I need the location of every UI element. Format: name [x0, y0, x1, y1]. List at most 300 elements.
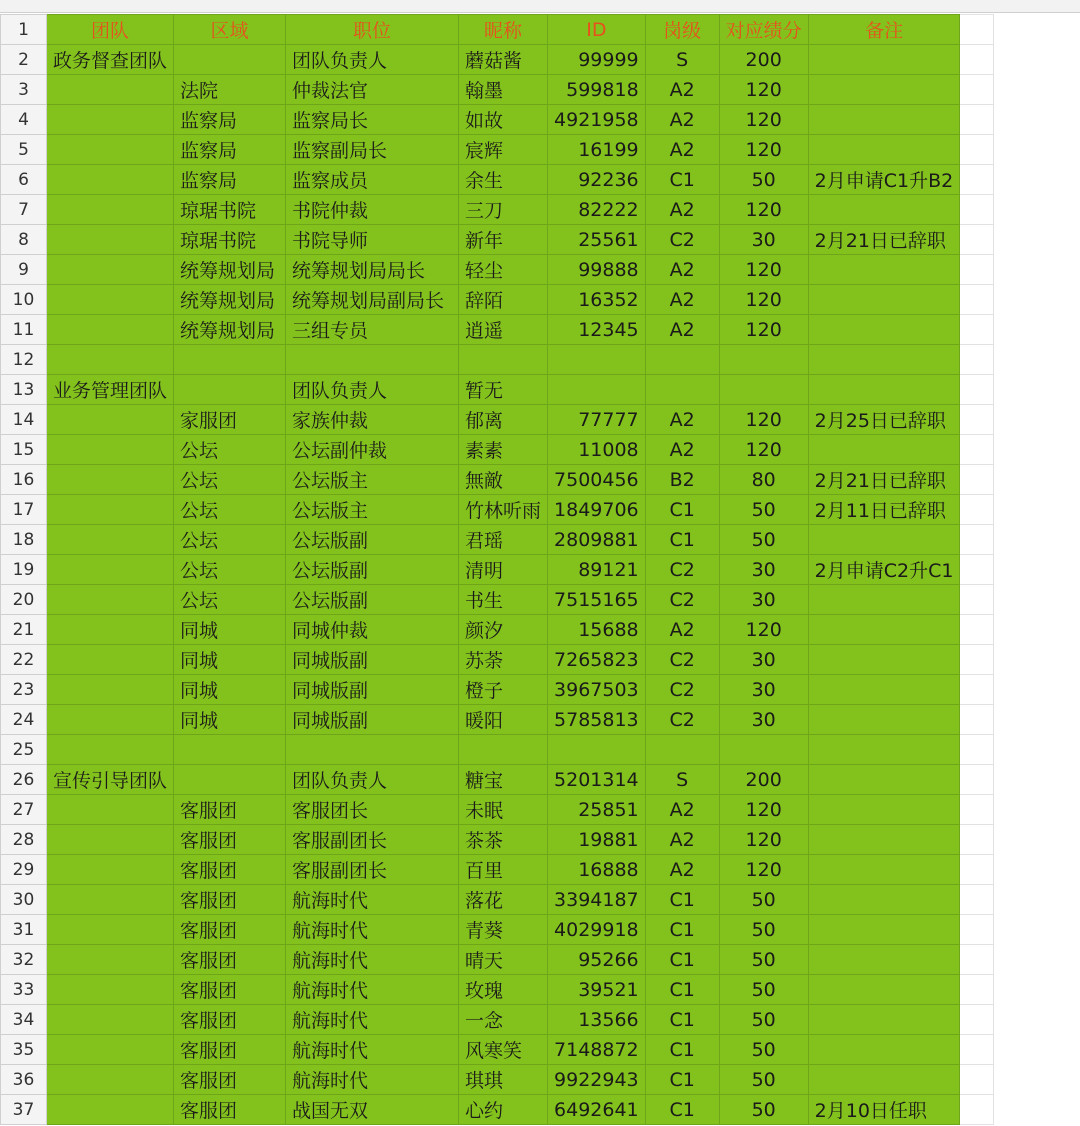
- cell-note[interactable]: [808, 945, 960, 975]
- cell-note[interactable]: [808, 1065, 960, 1095]
- cell-level[interactable]: [645, 375, 719, 405]
- cell-team[interactable]: [47, 1095, 174, 1125]
- cell-score[interactable]: 120: [719, 615, 808, 645]
- cell-position[interactable]: 监察副局长: [286, 135, 459, 165]
- cell-level[interactable]: C2: [645, 585, 719, 615]
- cell-area[interactable]: 琼琚书院: [174, 225, 286, 255]
- cell-id[interactable]: [548, 735, 646, 765]
- cell-nickname[interactable]: 余生: [459, 165, 548, 195]
- row-number[interactable]: 7: [1, 195, 47, 225]
- cell-note[interactable]: [808, 435, 960, 465]
- cell-level[interactable]: A2: [645, 615, 719, 645]
- cell-score[interactable]: 50: [719, 945, 808, 975]
- row-number[interactable]: 2: [1, 45, 47, 75]
- cell-note[interactable]: [808, 615, 960, 645]
- cell-team[interactable]: [47, 405, 174, 435]
- cell-level[interactable]: C2: [645, 555, 719, 585]
- cell-id[interactable]: 19881: [548, 825, 646, 855]
- empty-cell[interactable]: [960, 105, 994, 135]
- row-number[interactable]: 16: [1, 465, 47, 495]
- cell-id[interactable]: 25851: [548, 795, 646, 825]
- cell-note[interactable]: [808, 705, 960, 735]
- empty-cell[interactable]: [960, 1095, 994, 1125]
- cell-nickname[interactable]: 暂无: [459, 375, 548, 405]
- cell-nickname[interactable]: 橙子: [459, 675, 548, 705]
- cell-nickname[interactable]: 心约: [459, 1095, 548, 1125]
- row-number[interactable]: 5: [1, 135, 47, 165]
- cell-area[interactable]: 公坛: [174, 555, 286, 585]
- cell-note[interactable]: [808, 825, 960, 855]
- cell-position[interactable]: 公坛版主: [286, 495, 459, 525]
- cell-team[interactable]: [47, 855, 174, 885]
- row-number[interactable]: 35: [1, 1035, 47, 1065]
- cell-level[interactable]: A2: [645, 435, 719, 465]
- empty-cell[interactable]: [960, 795, 994, 825]
- cell-level[interactable]: S: [645, 765, 719, 795]
- cell-nickname[interactable]: 茶茶: [459, 825, 548, 855]
- cell-score[interactable]: [719, 375, 808, 405]
- cell-level[interactable]: C1: [645, 975, 719, 1005]
- cell-team[interactable]: [47, 495, 174, 525]
- row-number[interactable]: 24: [1, 705, 47, 735]
- cell-score[interactable]: 30: [719, 585, 808, 615]
- cell-note[interactable]: [808, 765, 960, 795]
- empty-cell[interactable]: [960, 135, 994, 165]
- cell-area[interactable]: 客服团: [174, 1005, 286, 1035]
- cell-area[interactable]: 客服团: [174, 795, 286, 825]
- cell-id[interactable]: 7515165: [548, 585, 646, 615]
- row-number[interactable]: 31: [1, 915, 47, 945]
- cell-nickname[interactable]: 翰墨: [459, 75, 548, 105]
- header-cell-position[interactable]: 职位: [286, 15, 459, 45]
- cell-area[interactable]: 同城: [174, 615, 286, 645]
- cell-id[interactable]: 77777: [548, 405, 646, 435]
- cell-area[interactable]: [174, 345, 286, 375]
- cell-nickname[interactable]: 落花: [459, 885, 548, 915]
- cell-team[interactable]: [47, 465, 174, 495]
- cell-score[interactable]: 30: [719, 675, 808, 705]
- cell-score[interactable]: 120: [719, 195, 808, 225]
- cell-note[interactable]: 2月申请C1升B2: [808, 165, 960, 195]
- cell-position[interactable]: 书院导师: [286, 225, 459, 255]
- cell-score[interactable]: 50: [719, 1095, 808, 1125]
- cell-nickname[interactable]: 蘑菇酱: [459, 45, 548, 75]
- cell-level[interactable]: A2: [645, 855, 719, 885]
- empty-cell[interactable]: [960, 525, 994, 555]
- cell-position[interactable]: 同城版副: [286, 705, 459, 735]
- cell-id[interactable]: 3394187: [548, 885, 646, 915]
- cell-score[interactable]: 120: [719, 285, 808, 315]
- cell-position[interactable]: 团队负责人: [286, 375, 459, 405]
- cell-position[interactable]: 三组专员: [286, 315, 459, 345]
- cell-level[interactable]: C1: [645, 885, 719, 915]
- cell-team[interactable]: 政务督查团队: [47, 45, 174, 75]
- cell-position[interactable]: 战国无双: [286, 1095, 459, 1125]
- cell-id[interactable]: 5785813: [548, 705, 646, 735]
- cell-level[interactable]: C1: [645, 915, 719, 945]
- cell-position[interactable]: 书院仲裁: [286, 195, 459, 225]
- cell-score[interactable]: 120: [719, 855, 808, 885]
- cell-id[interactable]: 4029918: [548, 915, 646, 945]
- cell-nickname[interactable]: [459, 345, 548, 375]
- row-number[interactable]: 37: [1, 1095, 47, 1125]
- cell-position[interactable]: 客服团长: [286, 795, 459, 825]
- cell-note[interactable]: [808, 135, 960, 165]
- cell-area[interactable]: 公坛: [174, 495, 286, 525]
- row-number[interactable]: 36: [1, 1065, 47, 1095]
- cell-level[interactable]: A2: [645, 405, 719, 435]
- cell-level[interactable]: B2: [645, 465, 719, 495]
- cell-level[interactable]: C1: [645, 1035, 719, 1065]
- cell-level[interactable]: C2: [645, 645, 719, 675]
- cell-position[interactable]: 航海时代: [286, 885, 459, 915]
- cell-score[interactable]: 120: [719, 75, 808, 105]
- empty-cell[interactable]: [960, 855, 994, 885]
- cell-id[interactable]: 99999: [548, 45, 646, 75]
- row-number[interactable]: 20: [1, 585, 47, 615]
- cell-id[interactable]: 13566: [548, 1005, 646, 1035]
- cell-note[interactable]: [808, 915, 960, 945]
- cell-position[interactable]: [286, 345, 459, 375]
- empty-cell[interactable]: [960, 165, 994, 195]
- cell-note[interactable]: [808, 645, 960, 675]
- cell-id[interactable]: 95266: [548, 945, 646, 975]
- cell-level[interactable]: A2: [645, 315, 719, 345]
- cell-nickname[interactable]: 如故: [459, 105, 548, 135]
- cell-area[interactable]: 同城: [174, 705, 286, 735]
- cell-id[interactable]: 1849706: [548, 495, 646, 525]
- cell-area[interactable]: 法院: [174, 75, 286, 105]
- cell-level[interactable]: C1: [645, 165, 719, 195]
- cell-level[interactable]: C1: [645, 945, 719, 975]
- cell-position[interactable]: 统筹规划局局长: [286, 255, 459, 285]
- cell-team[interactable]: [47, 825, 174, 855]
- cell-note[interactable]: [808, 1005, 960, 1035]
- cell-id[interactable]: 89121: [548, 555, 646, 585]
- cell-nickname[interactable]: 糖宝: [459, 765, 548, 795]
- header-cell-team[interactable]: 团队: [47, 15, 174, 45]
- cell-area[interactable]: 客服团: [174, 1065, 286, 1095]
- empty-cell[interactable]: [960, 315, 994, 345]
- row-number[interactable]: 13: [1, 375, 47, 405]
- cell-note[interactable]: 2月10日任职: [808, 1095, 960, 1125]
- cell-team[interactable]: [47, 435, 174, 465]
- cell-note[interactable]: [808, 375, 960, 405]
- cell-id[interactable]: 82222: [548, 195, 646, 225]
- cell-score[interactable]: 30: [719, 705, 808, 735]
- cell-score[interactable]: 50: [719, 1005, 808, 1035]
- cell-score[interactable]: 120: [719, 795, 808, 825]
- row-number[interactable]: 4: [1, 105, 47, 135]
- cell-team[interactable]: [47, 885, 174, 915]
- cell-id[interactable]: 4921958: [548, 105, 646, 135]
- cell-team[interactable]: [47, 795, 174, 825]
- cell-score[interactable]: 120: [719, 255, 808, 285]
- cell-area[interactable]: 客服团: [174, 1095, 286, 1125]
- cell-score[interactable]: 200: [719, 765, 808, 795]
- cell-position[interactable]: 公坛版副: [286, 555, 459, 585]
- row-number[interactable]: 14: [1, 405, 47, 435]
- cell-level[interactable]: A2: [645, 795, 719, 825]
- cell-team[interactable]: [47, 615, 174, 645]
- cell-area[interactable]: 客服团: [174, 885, 286, 915]
- empty-cell[interactable]: [960, 1065, 994, 1095]
- cell-level[interactable]: A2: [645, 825, 719, 855]
- cell-area[interactable]: 统筹规划局: [174, 315, 286, 345]
- cell-id[interactable]: 9922943: [548, 1065, 646, 1095]
- cell-area[interactable]: 公坛: [174, 585, 286, 615]
- cell-position[interactable]: 仲裁法官: [286, 75, 459, 105]
- cell-area[interactable]: 琼琚书院: [174, 195, 286, 225]
- cell-id[interactable]: 15688: [548, 615, 646, 645]
- header-cell-level[interactable]: 岗级: [645, 15, 719, 45]
- cell-note[interactable]: [808, 975, 960, 1005]
- empty-cell[interactable]: [960, 615, 994, 645]
- cell-score[interactable]: 120: [719, 435, 808, 465]
- cell-nickname[interactable]: 青葵: [459, 915, 548, 945]
- cell-nickname[interactable]: 一念: [459, 1005, 548, 1035]
- cell-note[interactable]: [808, 735, 960, 765]
- cell-score[interactable]: 30: [719, 225, 808, 255]
- cell-note[interactable]: [808, 255, 960, 285]
- cell-nickname[interactable]: 逍遥: [459, 315, 548, 345]
- cell-score[interactable]: 30: [719, 645, 808, 675]
- cell-position[interactable]: 航海时代: [286, 945, 459, 975]
- cell-level[interactable]: A2: [645, 105, 719, 135]
- cell-area[interactable]: 监察局: [174, 135, 286, 165]
- empty-cell[interactable]: [960, 465, 994, 495]
- cell-score[interactable]: 50: [719, 975, 808, 1005]
- cell-level[interactable]: C1: [645, 495, 719, 525]
- cell-score[interactable]: [719, 345, 808, 375]
- cell-id[interactable]: 7265823: [548, 645, 646, 675]
- row-number[interactable]: 1: [1, 15, 47, 45]
- cell-note[interactable]: 2月25日已辞职: [808, 405, 960, 435]
- cell-area[interactable]: [174, 735, 286, 765]
- cell-position[interactable]: 监察局长: [286, 105, 459, 135]
- cell-nickname[interactable]: 新年: [459, 225, 548, 255]
- cell-id[interactable]: 3967503: [548, 675, 646, 705]
- empty-cell[interactable]: [960, 1005, 994, 1035]
- cell-id[interactable]: 99888: [548, 255, 646, 285]
- cell-team[interactable]: [47, 915, 174, 945]
- row-number[interactable]: 6: [1, 165, 47, 195]
- cell-nickname[interactable]: 郁离: [459, 405, 548, 435]
- row-number[interactable]: 33: [1, 975, 47, 1005]
- cell-level[interactable]: C1: [645, 1065, 719, 1095]
- cell-nickname[interactable]: 苏荼: [459, 645, 548, 675]
- cell-area[interactable]: [174, 375, 286, 405]
- cell-team[interactable]: 业务管理团队: [47, 375, 174, 405]
- cell-score[interactable]: 50: [719, 165, 808, 195]
- empty-cell[interactable]: [960, 345, 994, 375]
- cell-nickname[interactable]: 百里: [459, 855, 548, 885]
- cell-id[interactable]: [548, 345, 646, 375]
- cell-area[interactable]: 公坛: [174, 465, 286, 495]
- cell-position[interactable]: 客服副团长: [286, 825, 459, 855]
- header-cell-note[interactable]: 备注: [808, 15, 960, 45]
- cell-level[interactable]: C2: [645, 225, 719, 255]
- cell-score[interactable]: 50: [719, 1065, 808, 1095]
- cell-id[interactable]: 25561: [548, 225, 646, 255]
- cell-position[interactable]: 航海时代: [286, 1065, 459, 1095]
- cell-id[interactable]: 16888: [548, 855, 646, 885]
- cell-id[interactable]: [548, 375, 646, 405]
- cell-score[interactable]: 50: [719, 885, 808, 915]
- cell-position[interactable]: 公坛版副: [286, 525, 459, 555]
- cell-score[interactable]: 50: [719, 1035, 808, 1065]
- cell-position[interactable]: 监察成员: [286, 165, 459, 195]
- row-number[interactable]: 10: [1, 285, 47, 315]
- cell-note[interactable]: [808, 525, 960, 555]
- row-number[interactable]: 29: [1, 855, 47, 885]
- cell-score[interactable]: 80: [719, 465, 808, 495]
- cell-nickname[interactable]: 清明: [459, 555, 548, 585]
- row-number[interactable]: 8: [1, 225, 47, 255]
- cell-position[interactable]: 公坛副仲裁: [286, 435, 459, 465]
- cell-id[interactable]: 2809881: [548, 525, 646, 555]
- cell-area[interactable]: 客服团: [174, 975, 286, 1005]
- cell-team[interactable]: [47, 525, 174, 555]
- empty-cell[interactable]: [960, 435, 994, 465]
- cell-score[interactable]: 200: [719, 45, 808, 75]
- cell-nickname[interactable]: 宸辉: [459, 135, 548, 165]
- cell-position[interactable]: 团队负责人: [286, 45, 459, 75]
- cell-level[interactable]: [645, 345, 719, 375]
- cell-nickname[interactable]: 無敵: [459, 465, 548, 495]
- cell-area[interactable]: 客服团: [174, 1035, 286, 1065]
- cell-level[interactable]: C1: [645, 1005, 719, 1035]
- row-number[interactable]: 22: [1, 645, 47, 675]
- cell-note[interactable]: 2月11日已辞职: [808, 495, 960, 525]
- cell-note[interactable]: 2月21日已辞职: [808, 225, 960, 255]
- cell-score[interactable]: 50: [719, 525, 808, 555]
- cell-team[interactable]: [47, 1035, 174, 1065]
- cell-area[interactable]: 同城: [174, 645, 286, 675]
- cell-team[interactable]: [47, 735, 174, 765]
- cell-team[interactable]: [47, 1005, 174, 1035]
- cell-level[interactable]: A2: [645, 75, 719, 105]
- empty-cell[interactable]: [960, 405, 994, 435]
- cell-level[interactable]: [645, 735, 719, 765]
- empty-cell[interactable]: [960, 945, 994, 975]
- cell-id[interactable]: 7148872: [548, 1035, 646, 1065]
- row-number[interactable]: 32: [1, 945, 47, 975]
- cell-id[interactable]: 16352: [548, 285, 646, 315]
- row-number[interactable]: 21: [1, 615, 47, 645]
- cell-score[interactable]: [719, 735, 808, 765]
- empty-cell[interactable]: [960, 645, 994, 675]
- empty-cell[interactable]: [960, 15, 994, 45]
- cell-note[interactable]: [808, 675, 960, 705]
- cell-score[interactable]: 120: [719, 405, 808, 435]
- empty-cell[interactable]: [960, 45, 994, 75]
- cell-position[interactable]: 团队负责人: [286, 765, 459, 795]
- cell-area[interactable]: 统筹规划局: [174, 285, 286, 315]
- cell-team[interactable]: [47, 1065, 174, 1095]
- row-number[interactable]: 18: [1, 525, 47, 555]
- row-number[interactable]: 26: [1, 765, 47, 795]
- cell-note[interactable]: [808, 105, 960, 135]
- cell-nickname[interactable]: 素素: [459, 435, 548, 465]
- cell-id[interactable]: 16199: [548, 135, 646, 165]
- cell-area[interactable]: 监察局: [174, 105, 286, 135]
- empty-cell[interactable]: [960, 255, 994, 285]
- empty-cell[interactable]: [960, 555, 994, 585]
- cell-level[interactable]: A2: [645, 285, 719, 315]
- cell-nickname[interactable]: 三刀: [459, 195, 548, 225]
- cell-area[interactable]: 客服团: [174, 825, 286, 855]
- row-number[interactable]: 25: [1, 735, 47, 765]
- cell-level[interactable]: C2: [645, 675, 719, 705]
- cell-score[interactable]: 120: [719, 105, 808, 135]
- empty-cell[interactable]: [960, 975, 994, 1005]
- header-cell-score[interactable]: 对应绩分: [719, 15, 808, 45]
- cell-position[interactable]: 公坛版副: [286, 585, 459, 615]
- cell-area[interactable]: 客服团: [174, 855, 286, 885]
- cell-note[interactable]: [808, 195, 960, 225]
- cell-position[interactable]: 同城版副: [286, 675, 459, 705]
- cell-level[interactable]: A2: [645, 195, 719, 225]
- row-number[interactable]: 19: [1, 555, 47, 585]
- cell-nickname[interactable]: 玫瑰: [459, 975, 548, 1005]
- row-number[interactable]: 28: [1, 825, 47, 855]
- empty-cell[interactable]: [960, 585, 994, 615]
- cell-team[interactable]: [47, 585, 174, 615]
- cell-nickname[interactable]: 风寒笑: [459, 1035, 548, 1065]
- cell-note[interactable]: [808, 285, 960, 315]
- row-number[interactable]: 11: [1, 315, 47, 345]
- cell-team[interactable]: [47, 225, 174, 255]
- cell-id[interactable]: 6492641: [548, 1095, 646, 1125]
- empty-cell[interactable]: [960, 225, 994, 255]
- cell-nickname[interactable]: 琪琪: [459, 1065, 548, 1095]
- empty-cell[interactable]: [960, 375, 994, 405]
- cell-team[interactable]: [47, 285, 174, 315]
- cell-team[interactable]: [47, 705, 174, 735]
- cell-level[interactable]: A2: [645, 135, 719, 165]
- row-number[interactable]: 9: [1, 255, 47, 285]
- cell-area[interactable]: 统筹规划局: [174, 255, 286, 285]
- cell-score[interactable]: 50: [719, 495, 808, 525]
- cell-area[interactable]: [174, 45, 286, 75]
- cell-id[interactable]: 12345: [548, 315, 646, 345]
- cell-team[interactable]: [47, 105, 174, 135]
- cell-score[interactable]: 120: [719, 135, 808, 165]
- row-number[interactable]: 12: [1, 345, 47, 375]
- cell-position[interactable]: 航海时代: [286, 1005, 459, 1035]
- empty-cell[interactable]: [960, 705, 994, 735]
- cell-note[interactable]: [808, 45, 960, 75]
- empty-cell[interactable]: [960, 1035, 994, 1065]
- cell-note[interactable]: [808, 585, 960, 615]
- cell-team[interactable]: [47, 675, 174, 705]
- cell-note[interactable]: [808, 885, 960, 915]
- empty-cell[interactable]: [960, 735, 994, 765]
- header-cell-area[interactable]: 区域: [174, 15, 286, 45]
- cell-position[interactable]: 航海时代: [286, 1035, 459, 1065]
- empty-cell[interactable]: [960, 675, 994, 705]
- cell-note[interactable]: [808, 855, 960, 885]
- cell-id[interactable]: 7500456: [548, 465, 646, 495]
- cell-note[interactable]: 2月21日已辞职: [808, 465, 960, 495]
- cell-team[interactable]: [47, 345, 174, 375]
- cell-id[interactable]: 39521: [548, 975, 646, 1005]
- cell-id[interactable]: 11008: [548, 435, 646, 465]
- cell-position[interactable]: 同城仲裁: [286, 615, 459, 645]
- cell-position[interactable]: 客服副团长: [286, 855, 459, 885]
- cell-team[interactable]: [47, 255, 174, 285]
